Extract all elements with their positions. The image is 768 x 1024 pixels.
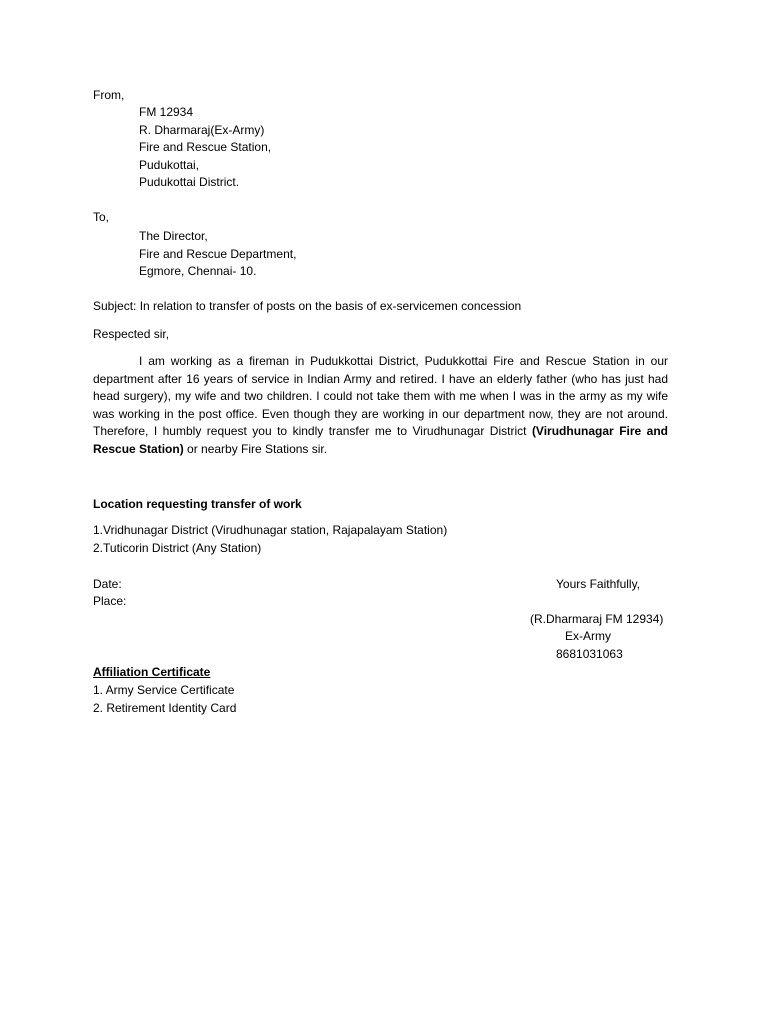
to-line: The Director,: [139, 229, 208, 243]
body-text-bold: (Virudhunagar Fire and Rescue Station): [93, 424, 669, 456]
salutation: Respected sir,: [93, 327, 170, 341]
to-line: Fire and Rescue Department,: [139, 246, 297, 261]
from-label: From,: [93, 88, 125, 102]
to-label: To,: [93, 210, 110, 224]
from-line: Pudukottai,: [139, 157, 200, 172]
from-line: R. Dharmaraj(Ex-Army): [139, 122, 265, 137]
place-label: Place:: [93, 594, 127, 608]
affiliation-list: [93, 682, 236, 717]
body-paragraph: [93, 353, 668, 458]
location-item: 1.Vridhunagar District (Virudhunagar station, Rajapalayam Station): [93, 523, 448, 537]
location-item: 2.Tuticorin District (Any Station): [93, 540, 262, 555]
subject-line: Subject: In relation to transfer of posts on the basis of ex-servicemen concession: [93, 299, 522, 313]
affiliation-item: 1. Army Service Certificate: [93, 683, 235, 697]
affiliation-heading: Affiliation Certificate: [93, 665, 211, 679]
location-heading: Location requesting transfer of work: [93, 497, 302, 511]
body-text-end: or nearby Fire Stations sir.: [183, 441, 328, 456]
to-line: Egmore, Chennai- 10.: [139, 264, 257, 278]
from-line: Fire and Rescue Station,: [139, 140, 272, 154]
signatory-name: (R.Dharmaraj FM 12934): [530, 612, 664, 626]
sign-off: Yours Faithfully,: [556, 577, 641, 591]
affiliation-item: 2. Retirement Identity Card: [93, 700, 237, 715]
body-text: I am working as a fireman in Pudukkottai District, Pudukkottai Fire and Rescue Station in our department after 16 years of service in Indian Army and retired. I have an elderly father (who has just had head surgery), my wife and two children. I could not take them with me when I was in the army as my wife was working in the post office. Even though they are working in our department now, they are not around. Therefore, I humbly request you to kindly transfer me to Virudhunagar District: [93, 354, 668, 438]
signatory-rank: Ex-Army: [565, 629, 611, 643]
to-address: [139, 228, 296, 281]
signatory-phone: 8681031063: [556, 647, 623, 661]
location-list: [93, 522, 447, 557]
from-address: [139, 104, 271, 192]
date-label: Date:: [93, 577, 122, 591]
from-line: FM 12934: [139, 105, 194, 119]
from-line: Pudukottai District.: [139, 175, 240, 189]
